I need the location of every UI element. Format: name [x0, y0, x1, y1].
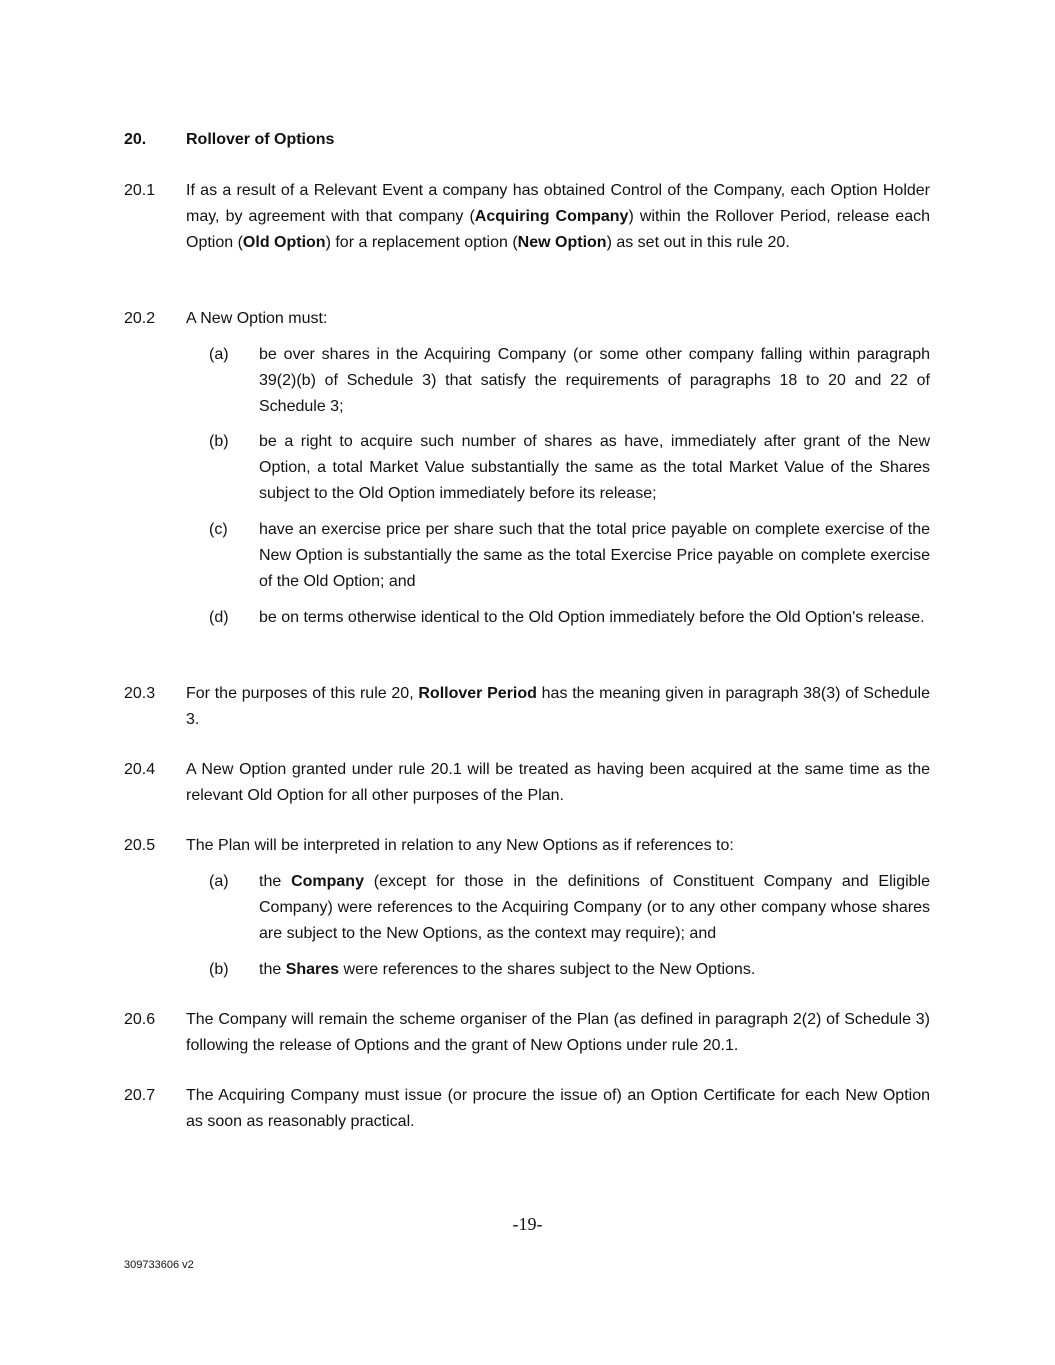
text-run: the — [259, 873, 292, 890]
subclause-number: (d) — [209, 609, 229, 626]
clause-number: 20.5 — [124, 837, 156, 854]
subclause-text: be over shares in the Acquiring Company (or some other company falling within paragraph 39(2)(b) of Schedule 3) that satisfy the requirements of paragraphs 18 to 20 and 22 of Schedule 3; — [259, 346, 930, 415]
text-run: has the meaning given in paragraph 38(3) of Schedule 3. — [186, 685, 931, 728]
subclause-number: (b) — [209, 433, 229, 450]
text-run: (except for those in the definitions of Constituent Company and Eligible Company) were references to the Acquiring Company (or to any other company whose shares are subject to the New Options, as the context may require); and — [259, 873, 930, 942]
clause-20-5 — [124, 833, 930, 859]
clause-text: The Company will remain the scheme organiser of the Plan (as defined in paragraph 2(2) of Schedule 3) following the release of Options and the grant of New Options under rule 20.1. — [186, 1011, 930, 1054]
subclause-20-5-b — [209, 957, 930, 983]
clause-text: The Plan will be interpreted in relation to any New Options as if references to: — [186, 837, 734, 854]
text-run: were references to the shares subject to the New Options. — [339, 961, 756, 978]
subclause-number: (b) — [209, 961, 229, 978]
clause-text: The Acquiring Company must issue (or procure the issue of) an Option Certificate for each New Option as soon as reasonably practical. — [186, 1087, 930, 1130]
text-run: If as a result of a Relevant Event a company has obtained Control of the Company, each Option Holder may, by agreement with that company ( — [186, 182, 930, 225]
subclause-text: be on terms otherwise identical to the Old Option immediately before the Old Option's release. — [259, 609, 925, 626]
document-reference: 309733606 v2 — [124, 1259, 194, 1271]
clause-number: 20.6 — [124, 1011, 156, 1028]
subclause-number: (a) — [209, 346, 229, 363]
defined-term: Shares — [285, 961, 340, 978]
subclause-text — [259, 869, 930, 947]
subclause-20-2-b — [209, 429, 930, 507]
subclause-20-5-a — [209, 869, 930, 947]
text-run: the — [259, 961, 286, 978]
defined-term: Old Option — [242, 234, 326, 251]
clause-text — [186, 178, 930, 256]
defined-term: Rollover Period — [418, 685, 537, 702]
clause-20-7 — [124, 1083, 930, 1135]
clause-number: 20.2 — [124, 310, 156, 327]
clause-text: A New Option granted under rule 20.1 will be treated as having been acquired at the same time as the relevant Old Option for all other purposes of the Plan. — [186, 761, 930, 804]
subclause-20-2-c — [209, 517, 930, 595]
clause-number: 20.1 — [124, 182, 156, 199]
defined-term: Company — [291, 873, 364, 890]
clause-20-1 — [124, 178, 930, 256]
text-run: ) as set out in this rule 20. — [606, 234, 790, 251]
clause-20-2 — [124, 306, 930, 332]
subclause-number: (a) — [209, 873, 229, 890]
section-number: 20. — [124, 131, 147, 148]
section-title: Rollover of Options — [186, 131, 335, 148]
clause-text — [186, 681, 930, 733]
defined-term: New Option — [517, 234, 607, 251]
subclause-text — [259, 957, 930, 983]
text-run: ) within the Rollover Period, release each Option ( — [186, 208, 931, 251]
clause-number: 20.3 — [124, 685, 156, 702]
defined-term: Acquiring Company — [474, 208, 629, 225]
clause-20-3 — [124, 681, 930, 733]
subclause-20-2-d — [209, 605, 930, 631]
subclause-text: be a right to acquire such number of shares as have, immediately after grant of the New Option, a total Market Value substantially the same as the total Market Value of the Shares subject to the Old Option immediately before its release; — [259, 433, 930, 502]
clause-number: 20.7 — [124, 1087, 156, 1104]
subclause-20-2-a — [209, 342, 930, 420]
clause-text: A New Option must: — [186, 310, 328, 327]
text-run: For the purposes of this rule 20, — [186, 685, 419, 702]
clause-20-6 — [124, 1007, 930, 1059]
subclause-text: have an exercise price per share such that the total price payable on complete exercise of the New Option is substantially the same as the total Exercise Price payable on complete exercise of the Old Option; and — [259, 521, 930, 590]
text-run: ) for a replacement option ( — [325, 234, 518, 251]
clause-20-4 — [124, 757, 930, 809]
subclause-number: (c) — [209, 521, 228, 538]
page-number: -19- — [512, 1214, 543, 1234]
clause-number: 20.4 — [124, 761, 156, 778]
section-heading — [124, 131, 334, 149]
